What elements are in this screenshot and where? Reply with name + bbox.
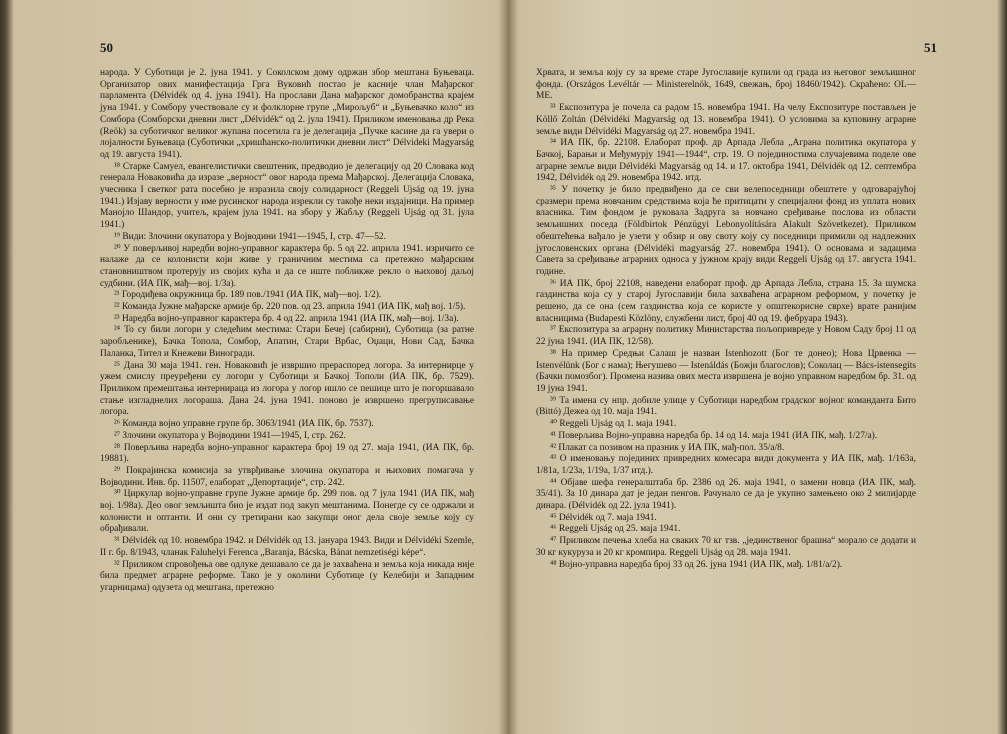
footnote: ⁴⁰ Reggeli Ujság од 1. маја 1941. — [550, 419, 677, 430]
footnote: ³⁷ Експозитура за аграрну политику Министарства пољопривреде у Новом Саду број 11 од 22 јуна 1941. (ИА ПК, 12/58). — [536, 325, 916, 348]
footnotes-text — [536, 68, 916, 571]
footnote: ⁴² Плакат са позивом на празник у ИА ПК, мађ-пол. 35/а/8. — [550, 442, 785, 453]
footnote: ³⁹ Та имена су нпр. добиле улице у Суботици наредбом градског војног команданта Бито (Bittó) Дежеа од 10. маја 1941. — [536, 395, 916, 418]
page-number: 50 — [100, 40, 113, 55]
footnote: ²⁷ Злочини окупатора у Војводини 1941—1945, I, стр. 262. — [114, 430, 346, 441]
footnote: ²³ Наредба војно-управног карактера бр. 4 од 22. априла 1941 (ИА ПК, мађ—вој. 1/3а). — [114, 313, 459, 324]
footnote: ²¹ Городиђева окружница бр. 189 пов./1941 (ИА ПК, мађ—вој. 1/2). — [114, 290, 382, 301]
footnote: ⁴⁵ Délvidék од 7. маја 1941. — [550, 512, 657, 523]
footnote: ¹⁸ Старке Самуел, евангелистички свештеник, предводио је делегацију од 20 Словака код генерала Новаковића да изразе „верност“ овог народа према Мађарској. Делегација Словака, учесника I светког рата посебно је изразила своју солидарност (Reggeli Ujság од 19. јуна 1941.) Изјаву верности у име русинског народа изрекли су такође неки издајници. На пример Манојло Шандор, учитељ, крајем јула 1941. на збору у Жабљу (Reggeli Ujság од 31. јула 1941.) — [100, 161, 474, 231]
footnote: ⁴⁶ Reggeli Ujság од 25. маја 1941. — [550, 524, 681, 535]
footnote: ³⁵ У почетку је било предвиђено да се сви велепоседници обештете у одговарајућој сразмери према новчаним средствима која ће притицати у специјални фонд из уплата нових власника. Тим фондом је руковала Задруга за новчано сређивање послова из области земљишних поседа (Földbirtok Pénzügyi Lebonyolítására Alakult Szövetkezet). Приликом обештећења вађало је узети у обзир и ову своту коју су поседници примили од надлежних југословенских органа (Délvidéki magyarság 27. новембра 1941). О основама и задацима Савета за сређивање аграрних односа у јужном крају види Reggeli Ujság од 17. августа 1941. године. — [536, 185, 916, 277]
footnotes-text — [100, 68, 474, 595]
paragraph: народа. У Суботици је 2. јуна 1941. у Соколском дому одржан збор мештана Буњеваца. Организатор ових манифестација Грга Вуковић постао је касније члан Мађарског парламента (Délvidék од 4. јуна 1941). На прослави Дана мађарског домобранства крајем јуна 1941. у Сомбору учествовале су и фолклорне групе „Мирољуб“ и „Буњевачко коло“ из Сомбора (Сомборски дневни лист „Délvidék“ од 2. јула 1941). Приликом именовања др Река (Reök) за суботичког великог жупана посетила га је делегација „Пучке касине да га увери о лојалности Буњеваца (Суботички „хришћанско-политички дневни лист“ Délvideki Magyarság од 19. августа 1941). — [100, 68, 474, 160]
paragraph: Хрвата, и земља коју су за време старе Југославије купили од града из његовог земљишног фонда. (Országos Levéltár — Ministerelnök, 1649, свежањ, број 18460/1942). Скраћено: OL—ME. — [536, 68, 916, 102]
footnote: ³¹ Délvidék од 10. новембра 1942. и Délvidék од 13. јануара 1943. Види и Délvidéki Szemle, II г. бр. 8/1943, чланак Faluhelyi Ferenca „Baranja, Bácska, Bánat nemzetiségi képe“. — [100, 536, 474, 558]
page-number: 51 — [924, 40, 937, 55]
footnote: ²⁰ У поверљивој наредби војно-управног карактера бр. 5 од 22. априла 1941. изричито се налаже да се колонисти који живе у граничним местима са претежно мађарским становништвом протерују из својих кућа и да се иште побликже рекло о њиховој даљој судбини. (ИА ПК, мађ—вој. 1/3а). — [100, 243, 474, 289]
footnote: ³⁴ ИА ПК, бр. 22108. Елаборат проф. др Арпада Лебла „Аграна политика окупатора у Бачкој, Барањи и Међумурју 1941—1944“, стр. 19. О појединостима случајевима поделе ове аграрне земље види Délvidéki Magyarság од 14. и 17. октобра 1941, Délvidék од 12. септембра 1942, Délvidék од 29. новембра 1942. итд. — [536, 138, 916, 184]
footnote: ²⁴ То су били логори у следећим местима: Стари Бечеј (сабирни), Суботица (за ратне заробљенике), Бачка Топола, Сомбор, Апатин, Стари Врбас, Оџаци, Нови Сад, Бачка Паланка, Тител и Кнежеви Виногради. — [100, 325, 474, 359]
footnote: ⁴¹ Поверљива Војно-управна наредба бр. 14 од 14. маја 1941 (ИА ПК, мађ. 1/27/а). — [550, 430, 878, 441]
footnote: ³⁶ ИА ПК, број 22108, наведени елаборат проф. др Арпада Лебла, страна 15. За шумска газдинства која су у старој Југославији била захваћена аграрном реформом, у почетку је решено, да се она (сем газдинства која се користе у општекорисне сврхе) врате ранијим власницима (Budapesti Közlöny, службени лист, број 40 од 19. фебруара 1943). — [536, 278, 916, 324]
footnote: ¹⁹ Види: Злочини окупатора у Војводини 1941—1945, I, стр. 47—52. — [114, 231, 386, 242]
footnote: ²⁵ Дана 30 маја 1941. ген. Новаковић је извршио прераспоред логора. За интернирце у ужем смислу преуређени су логори у Суботици и Бачкој Тополи (ИА ПК, бр. 7529). Приликом премештања интернираца из логора у логор ишло се пешице што је погоршавало стање изгладнелих логораша. Дана 24. јуна 1941. поново је извршено прегруписавање логора. — [100, 360, 474, 418]
footnote: ⁴⁸ Војно-управна наредба број 33 од 26. јуна 1941 (ИА ПК, мађ. 1/81/а/2). — [550, 559, 843, 570]
footnote: ³⁸ На пример Средњи Салаш је назван Istenhozott (Бог те донео); Нова Црвенка — Istenvélünk (Бог с нама); Његушево — Istenáldás (Божји благослов); Соколац — Bács-istensegíts (Бачки помозбог). Промена назива ових места извршена је војно управном наредбом бр. 31. од 19 јуна 1941. — [536, 348, 916, 394]
footnote: ³³ Експозитура је почела са радом 15. новембра 1941. На челу Експозитуре постављен је Köllő Zoltán (Délvidéki Magyarság од 13. новембра 1941). О условима за куповину аграрне земље види Délvidéki Magyarság од 27. новембра 1941. — [536, 103, 916, 137]
footnote: ⁴⁷ Приликом печења хлеба на сваких 70 кг тзв. „јединственог брашна“ морало се додати и 30 кг кукуруза и 20 кг кромпира. Reggeli Ujság од 28. маја 1941. — [536, 536, 916, 558]
footnote: ²⁸ Поверљива наредба војно-управног карактера број 19 од 27. маја 1941, (ИА ПК, бр. 19881). — [100, 442, 474, 465]
footnote: ³² Приликом спровођења ове одлуке дешавало се да је захваћена и земља која никада није била предмет аграрне реформе. Тако је у околини Суботице (у Келебији и Западним угарницама) одузета од мештана, претежно — [100, 559, 474, 593]
footnote: ²⁹ Покрајинска комисија за утврђивање злочина окупатора и њихових помагача у Војводини. Инв. бр. 11507, елаборат „Депортације“, стр. 242. — [100, 465, 474, 488]
footnote: ²² Команда Јужне мађарске армије бр. 220 пов. од 23. априла 1941 (ИА ПК, мађ вој. 1/5). — [114, 302, 466, 313]
footnote: ³⁰ Циркулар војно-управне групе Јужне армије бр. 299 пов. од 7 јула 1941 (ИА ПК, мађ вој. 1/98а). Део овог земљишта био је издат под закуп мештанима. Понегде су се одржали и колонисти и оптанти. И они су третирани као закупци оног дела своје земље коју су обрађивали. — [100, 489, 474, 535]
right-page — [504, 0, 1007, 734]
footnote: ²⁶ Команда војно управне групе бр. 3063/1941 (ИА ПК, бр. 7537). — [114, 419, 374, 430]
footnote: ⁴⁴ Објаве шефа генералштаба бр. 2386 од 26. маја 1941, о замени новца (ИА ПК, мађ. 35/41). За 10 динара дат је један пенгов. Рачунало се да је укупно замењено око 2 милијарде динара. (Délvidék од 22. јула 1941). — [536, 477, 916, 512]
footnote: ⁴³ О именовању појединих привредних комесара види документа у ИА ПК, мађ. 1/163а, 1/81а, 1/23а, 1/19а, 1/37 итд.). — [536, 454, 916, 476]
left-page — [0, 0, 503, 734]
